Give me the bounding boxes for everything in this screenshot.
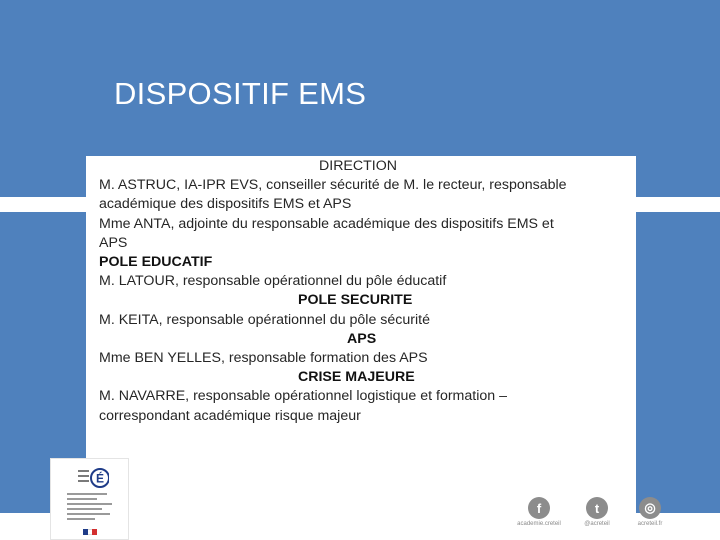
direction-line: APS (99, 234, 128, 251)
slide-title: DISPOSITIF EMS (114, 76, 367, 111)
right-accent-bar (636, 197, 720, 212)
pole-educatif-heading: POLE EDUCATIF (99, 254, 213, 271)
website-link[interactable] (620, 497, 680, 527)
website-label: acreteil.fr (637, 521, 663, 527)
organigram-text (99, 157, 634, 426)
facebook-icon: f (528, 497, 550, 519)
svg-text:É: É (95, 471, 105, 486)
pole-securite-heading: POLE SECURITE (298, 292, 413, 309)
direction-heading: DIRECTION (319, 158, 398, 174)
direction-line: M. ASTRUC, IA-IPR EVS, conseiller sécurité de M. le recteur, responsable (99, 177, 567, 194)
crise-majeure-heading: CRISE MAJEURE (298, 369, 415, 386)
academy-logo (50, 458, 129, 540)
pole-securite-line: M. KEITA, responsable opérationnel du pôle sécurité (99, 311, 430, 328)
facebook-link[interactable] (509, 497, 569, 527)
left-accent-bar (0, 197, 86, 212)
globe-icon: ◎ (639, 497, 661, 519)
twitter-label: @acreteil (584, 521, 610, 527)
direction-line: académique des dispositifs EMS et APS (99, 196, 352, 213)
academy-emblem-icon (77, 465, 109, 491)
twitter-icon: t (586, 497, 608, 519)
crise-majeure-line: correspondant académique risque majeur (99, 407, 361, 424)
aps-line: Mme BEN YELLES, responsable formation des APS (99, 350, 428, 367)
pole-educatif-line: M. LATOUR, responsable opérationnel du pôle éducatif (99, 273, 447, 290)
crise-majeure-line: M. NAVARRE, responsable opérationnel logistique et formation – (99, 388, 507, 405)
direction-line: Mme ANTA, adjointe du responsable académique des dispositifs EMS et (99, 215, 554, 232)
facebook-label: academie.creteil (517, 521, 561, 527)
aps-heading: APS (347, 330, 377, 347)
twitter-link[interactable] (567, 497, 627, 527)
academy-logo-text (67, 493, 117, 523)
french-flag-icon (83, 529, 97, 535)
